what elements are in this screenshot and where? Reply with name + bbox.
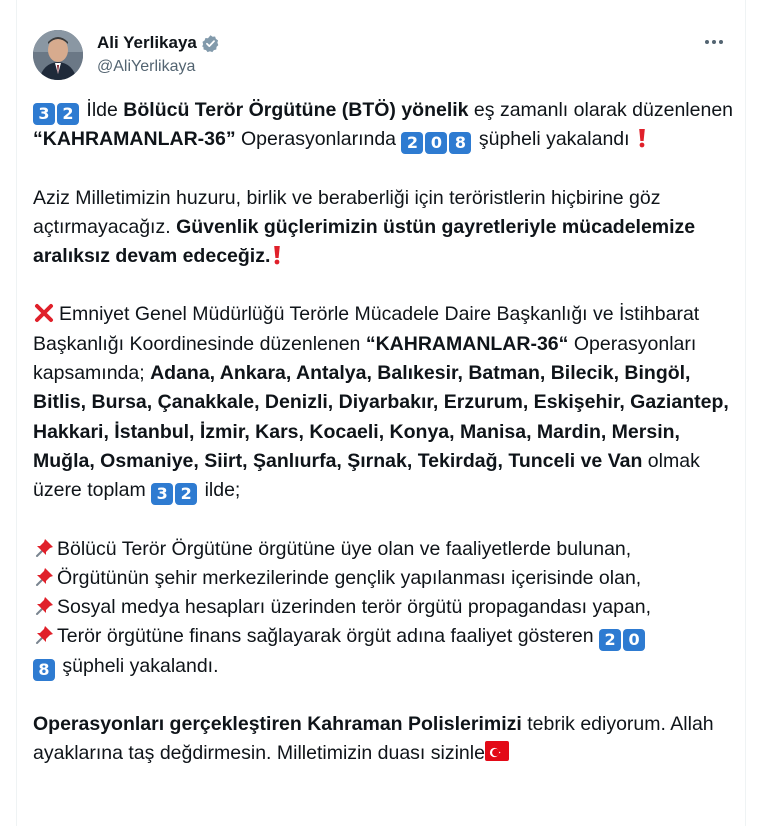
bold-span: Bölücü Terör Örgütüne (BTÖ) yönelik	[123, 99, 469, 121]
bullet-text: Terör örgütüne finans sağlayarak örgüt adına faaliyet gösteren	[57, 625, 600, 648]
bold-span: “KAHRAMANLAR-36“	[365, 332, 569, 355]
avatar[interactable]	[33, 30, 83, 80]
text-span: Operasyonları kapsamında;	[33, 332, 697, 385]
bold-span: Güvenlik güçlerimizin üstün gayretleriyle mücadelemize aralıksız devam edeceğiz.	[33, 215, 696, 268]
tweet-header	[33, 28, 729, 84]
keycap-digit: 8	[33, 659, 55, 681]
text-span: eş zamanlı olarak düzenlenen	[468, 99, 734, 121]
text-span: ilde;	[199, 479, 241, 502]
bold-span: Operasyonları gerçekleştiren Kahraman Polislerimizi	[33, 713, 522, 736]
bullet-list	[33, 535, 733, 681]
bullet-item	[33, 622, 733, 681]
tweet-card	[16, 0, 746, 826]
tweet-text	[33, 96, 733, 769]
keycap-digit: 8	[449, 132, 471, 154]
bullet-item	[33, 564, 733, 593]
verified-badge-icon	[201, 34, 220, 53]
more-options-icon[interactable]	[699, 30, 729, 54]
text-span: tebrik ediyorum. Allah ayaklarına taş değdirmesin. Milletimizin duası sizinle	[33, 713, 714, 765]
paragraph-1	[33, 96, 733, 155]
keycap-digit: 0	[623, 629, 645, 651]
keycap-digit: 3	[33, 103, 55, 125]
paragraph-3	[33, 300, 733, 505]
text-span: Operasyonlarında	[235, 128, 402, 151]
pushpin-emoji	[33, 624, 55, 646]
text-span: olmak üzere toplam	[33, 449, 700, 502]
keycap-digit: 2	[599, 629, 621, 651]
bold-span: “KAHRAMANLAR-36”	[33, 128, 236, 151]
bullet-item	[33, 535, 733, 564]
keycap-digit: 0	[425, 132, 447, 154]
author-name[interactable]: Ali Yerlikaya	[97, 33, 197, 52]
name-row	[97, 32, 220, 54]
pushpin-emoji	[33, 566, 55, 588]
bullet-text: Örgütünün şehir merkezilerinde gençlik yapılanması içerisinde olan,	[57, 566, 642, 589]
cross-mark-emoji	[33, 302, 55, 324]
text-span: Aziz Milletimizin huzuru, birlik ve beraberliği için teröristlerin hiçbirine göz açtırmayacağız.	[33, 186, 661, 238]
keycap-digit: 2	[401, 132, 423, 154]
author-block	[97, 32, 220, 76]
text-span: şüpheli yakalandı	[473, 128, 635, 151]
red-exclamation-emoji	[638, 128, 646, 148]
text-span: İlde	[81, 99, 124, 121]
paragraph-5	[33, 710, 733, 769]
bullet-text: Sosyal medya hesapları üzerinden terör örgütü propagandası yapan,	[57, 596, 652, 619]
keycap-digit: 2	[175, 483, 197, 505]
text-span: Emniyet Genel Müdürlüğü Terörle Mücadele Daire Başkanlığı ve İstihbarat Başkanlığı Koordinesinde düzenlenen	[33, 303, 700, 355]
text-span: şüpheli yakalandı.	[57, 654, 219, 677]
bullet-item	[33, 593, 733, 622]
city-list: Adana, Ankara, Antalya, Balıkesir, Batman, Bilecik, Bingöl, Bitlis, Bursa, Çanakkale, Denizli, Diyarbakır, Erzurum, Eskişehir, Gaziantep, Hakkari, İstanbul, İzmir, Kars, Kocaeli, Konya, Manisa, Mardin, Mersin, Muğla, Osmaniye, Siirt, Şanlıurfa, Şırnak, Tekirdağ, Tunceli ve Van	[33, 362, 729, 472]
keycap-digit: 3	[151, 483, 173, 505]
turkey-flag-emoji	[485, 741, 509, 758]
bullet-text: Bölücü Terör Örgütüne örgütüne üye olan ve faaliyetlerde bulunan,	[57, 537, 632, 560]
paragraph-2	[33, 184, 733, 272]
pushpin-emoji	[33, 537, 55, 559]
author-handle[interactable]: @AliYerlikaya	[97, 58, 196, 75]
red-exclamation-emoji	[273, 245, 281, 265]
keycap-digit: 2	[57, 103, 79, 125]
pushpin-emoji	[33, 595, 55, 617]
